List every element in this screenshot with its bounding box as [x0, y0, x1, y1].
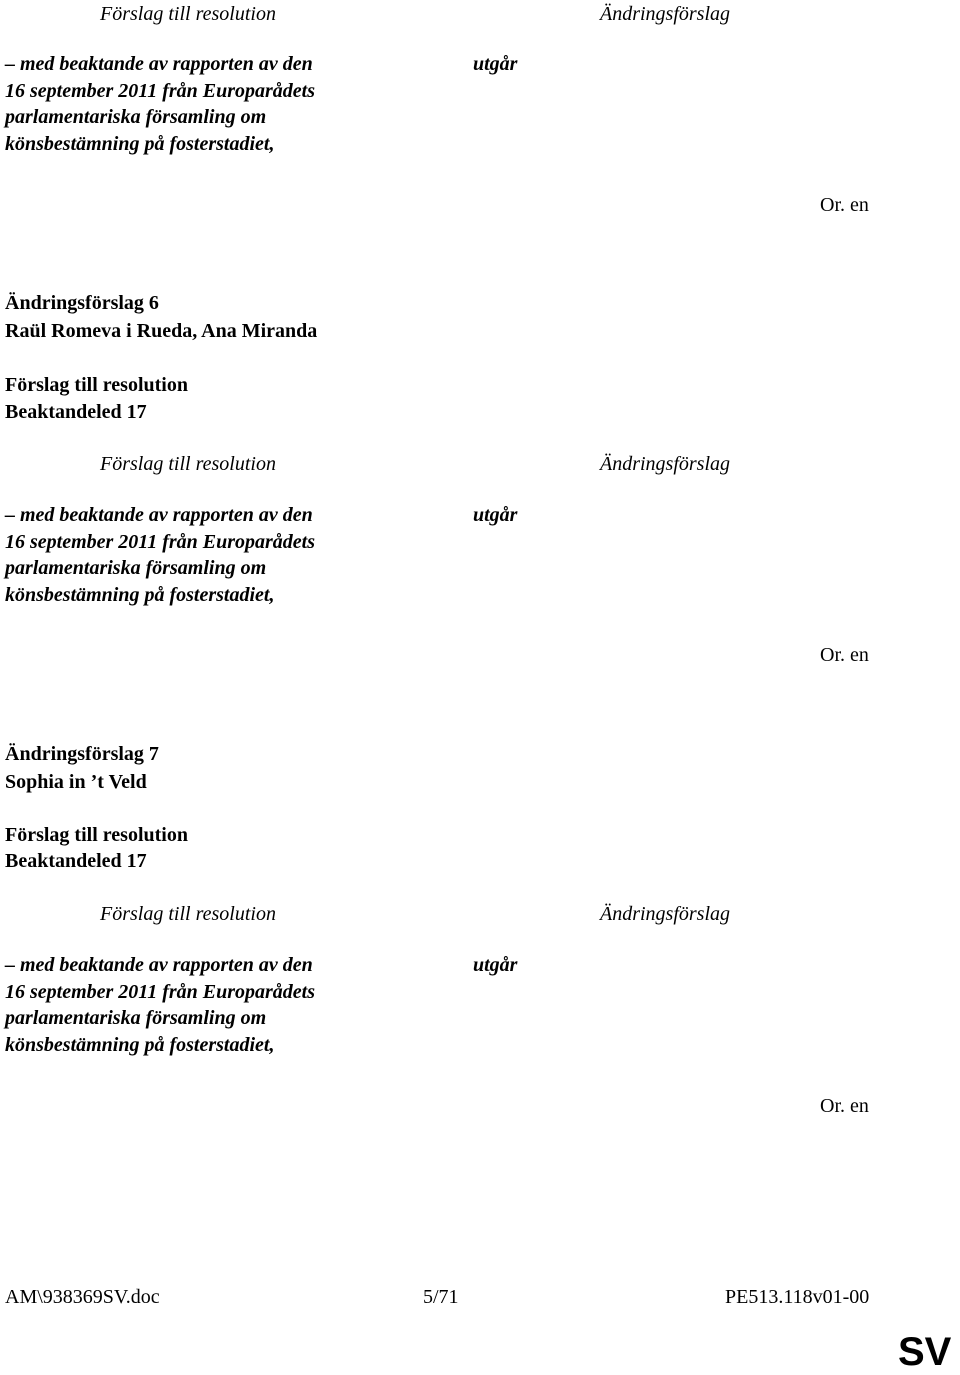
- proposal-text-line: könsbestämning på fosterstadiet,: [5, 583, 275, 606]
- proposal-text-line: 16 september 2011 från Europarådets: [5, 79, 316, 102]
- column-header-amendment: Ändringsförslag: [600, 903, 731, 925]
- amendment-doc-ref: Förslag till resolution: [5, 824, 188, 846]
- column-header-proposal: Förslag till resolution: [100, 3, 276, 25]
- amendment-text: utgår: [473, 954, 518, 976]
- language-badge: SV: [898, 1330, 952, 1374]
- footer-reference: PE513.118v01-00: [725, 1286, 870, 1308]
- column-header-amendment: Ändringsförslag: [600, 453, 731, 475]
- amendment-text: utgår: [473, 53, 518, 75]
- proposal-text-line: parlamentariska församling om: [5, 557, 267, 579]
- column-header-proposal: Förslag till resolution: [100, 453, 276, 475]
- proposal-text-line: 16 september 2011 från Europarådets: [5, 980, 316, 1003]
- proposal-text: [5, 51, 425, 157]
- amendment-doc-ref: Förslag till resolution: [5, 374, 188, 396]
- footer-doc-name: AM\938369SV.doc: [5, 1286, 160, 1308]
- proposal-text-line: – med beaktande av rapporten av den: [5, 504, 313, 526]
- original-language: Or. en: [820, 644, 869, 666]
- amendment-text: utgår: [473, 504, 518, 526]
- amendment-heading: Ändringsförslag 7: [5, 743, 159, 765]
- footer-page-number: 5/71: [423, 1286, 459, 1308]
- amendment-citation: Beaktandeled 17: [5, 401, 147, 423]
- proposal-text-line: parlamentariska församling om: [5, 1007, 267, 1029]
- column-header-proposal: Förslag till resolution: [100, 903, 276, 925]
- original-language: Or. en: [820, 194, 869, 216]
- column-header-amendment: Ändringsförslag: [600, 3, 731, 25]
- proposal-text-line: parlamentariska församling om: [5, 106, 267, 128]
- proposal-text-line: – med beaktande av rapporten av den: [5, 53, 313, 75]
- proposal-text: [5, 952, 425, 1058]
- amendment-citation: Beaktandeled 17: [5, 850, 147, 872]
- proposal-text-line: könsbestämning på fosterstadiet,: [5, 1033, 275, 1056]
- proposal-text-line: 16 september 2011 från Europarådets: [5, 530, 316, 553]
- proposal-text: [5, 502, 425, 608]
- proposal-text-line: könsbestämning på fosterstadiet,: [5, 132, 275, 155]
- original-language: Or. en: [820, 1095, 869, 1117]
- amendment-authors: Sophia in ’t Veld: [5, 771, 147, 793]
- amendment-heading: Ändringsförslag 6: [5, 292, 159, 314]
- proposal-text-line: – med beaktande av rapporten av den: [5, 954, 313, 976]
- amendment-authors: Raül Romeva i Rueda, Ana Miranda: [5, 320, 318, 342]
